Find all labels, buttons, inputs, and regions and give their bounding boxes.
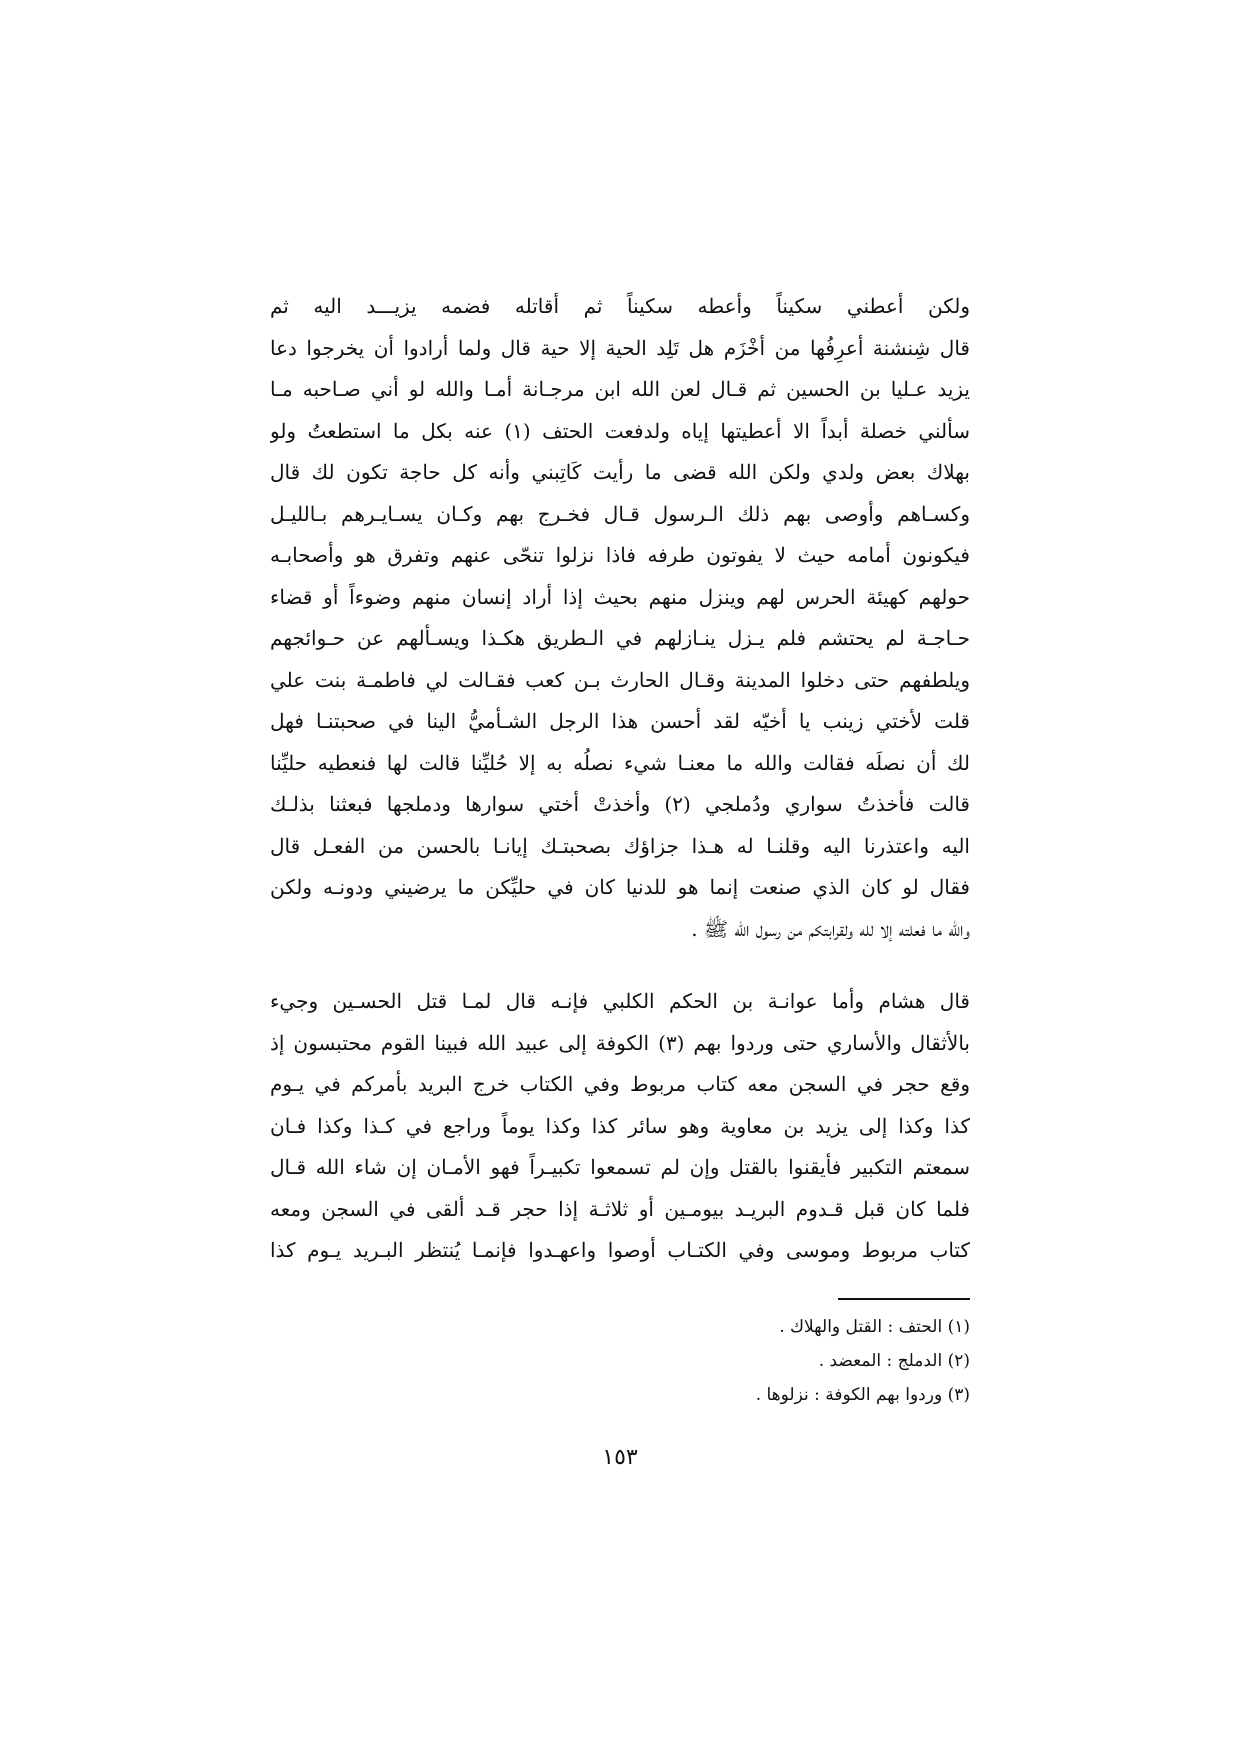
text-line: قال شِنشنة أعرِفُها من أخْزَم هل تَلِد الحية إلا حية قال ولما أرادوا أن يخرجوا دعا: [270, 335, 970, 360]
text-line: فقال لو كان الذي صنعت إنما هو للدنيا كان في حليِّكن ما يرضيني ودونـه ولكن: [270, 875, 970, 899]
text-line: بهلاك بعض ولدي ولكن الله قضى ما رأيت كَاتِبني وأنه كل حاجة تكون لك قال: [270, 460, 970, 484]
text-line: والله ما فعلته إلا لله ولقرابتكم من رسول الله ﷺ .: [691, 916, 970, 941]
text-line: بالأثقال والأساري حتى وردوا بهم (٣) الكوفة إلى عبيد الله فبينا القوم محتبسون إذ: [270, 1030, 970, 1055]
paragraph-2: [270, 981, 970, 1272]
footnote-divider: [838, 1298, 970, 1300]
text-line: فيكونون أمامه حيث لا يفوتون طرفه فاذا نزلوا تنحّى عنهم وتفرق هو وأصحابـه: [270, 543, 970, 567]
text-line: وكسـاهم وأوصى بهم ذلك الـرسول قـال فخـرج بهم وكـان يسـايـرهم بـالليـل: [270, 501, 970, 526]
text-line: قالت فأخذتُ سواري ودُملجي (٢) وأخذتْ أختي سوارها ودملجها فبعثنا بذلـك: [270, 792, 970, 816]
text-line: اليه واعتذرنا اليه وقلنـا له هـذا جزاؤك بصحبتـك إيانـا بالحسن من الفعـل قال: [270, 833, 970, 858]
page-number: ١٥٣: [602, 1445, 638, 1470]
text-line: يزيد عـليا بن الحسين ثم قـال لعن الله ابن مرجـانة أمـا والله لو أني صـاحبه مـا: [270, 377, 970, 401]
text-line: سمعتم التكبير فأيقنوا بالقتل وإن لم تسمعوا تكبيـراً فهو الأمـان إن شاء الله قـال: [270, 1155, 970, 1179]
text-line: لك أن نصلَه فقالت والله ما معنـا شيء نصلُه به إلا حُليِّنا قالت لها فنعطيه حليِّنا: [270, 750, 970, 775]
text-line: ويلطفهم حتى دخلوا المدينة وقـال الحارث بـن كعب فقـالت لي فاطمـة بنت علي: [270, 667, 970, 692]
footnotes: [560, 1310, 970, 1412]
text-line: قال هشام وأما عوانـة بن الحكم الكلبي فإنـه قال لمـا قتل الحسـين وجيء: [270, 989, 970, 1013]
text-line: وقع حجر في السجن معه كتاب مربوط وفي الكتاب خرج البريد بأمركم في يـوم: [270, 1072, 970, 1096]
footnote-3: (٣) وردوا بهم الكوفة : نزلوها .: [755, 1385, 970, 1405]
text-line: حـاجـة لم يحتشم فلم يـزل ينـازلهم في الـطريق هكـذا ويسـألهم عن حـوائجهم: [270, 626, 970, 650]
text-line: ولكن أعطني سكيناً وأعطه سكيناً ثم أقاتله فضمه يزيـــد اليه ثم: [270, 294, 970, 318]
text-line: فلما كان قبل قـدوم البريـد بيومـين أو ثلاثـة إذا حجر قـد ألقى في السجن ومعه: [270, 1196, 970, 1221]
text-line: سألني خصلة أبداً الا أعطيتها إياه ولدفعت الحتف (١) عنه بكل ما استطعتُ ولو: [270, 418, 970, 443]
footnote-2: (٢) الدملج : المعضد .: [818, 1351, 970, 1371]
paragraph-1: [270, 286, 970, 950]
footnote-1: (١) الحتف : القتل والهلاك .: [779, 1317, 970, 1337]
text-line: قلت لأختي زينب يا أخيّه لقد أحسن هذا الرجل الشـأميُّ الينا في صحبتنـا فهل: [270, 709, 970, 733]
text-line: كذا وكذا إلى يزيد بن معاوية وهو سائر كذا وكذا يوماً وراجع في كـذا وكذا فـان: [270, 1113, 970, 1138]
text-line: حولهم كهيئة الحرس لهم وينزل منهم بحيث إذا أراد إنسان منهم وضوءاً أو قضاء: [270, 584, 970, 609]
text-line: كتاب مربوط وموسى وفي الكتـاب أوصوا واعهـدوا فإنمـا يُنتظر البـريد يـوم كذا: [270, 1238, 970, 1262]
